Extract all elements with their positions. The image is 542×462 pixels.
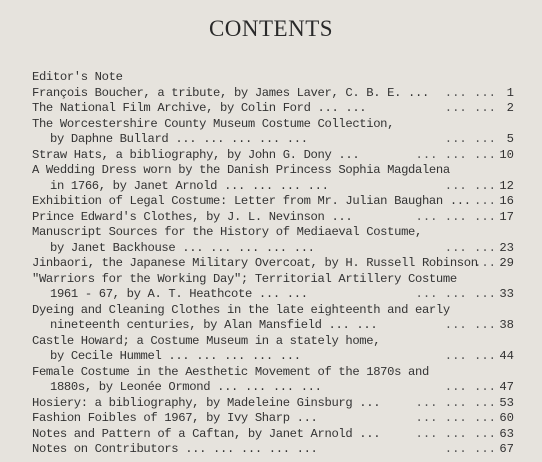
toc-entry-text: nineteenth centuries, by Alan Mansfield ... ... xyxy=(50,318,378,332)
toc-entry-text: Prince Edward's Clothes, by J. L. Nevinson ... xyxy=(32,209,353,224)
toc-line xyxy=(0,225,542,241)
toc-entry-text: Fashion Foibles of 1967, by Ivy Sharp ... xyxy=(32,411,318,425)
toc-line xyxy=(0,117,542,133)
toc-entry-text: by Daphne Bullard ... ... ... ... ... xyxy=(50,132,308,146)
toc-line xyxy=(0,380,542,396)
toc-line xyxy=(0,396,542,412)
toc-entry-text: 1961 - 67, by A. T. Heathcote ... ... xyxy=(50,287,308,301)
toc-entry-text: Exhibition of Legal Costume: Letter from Mr. Julian Baughan ... xyxy=(32,194,471,208)
toc-page-number: 1 xyxy=(506,85,514,100)
toc-line xyxy=(0,163,542,179)
toc-page-number: 17 xyxy=(499,209,514,224)
toc-leader-dots: ... ... ... xyxy=(415,395,496,410)
toc-line xyxy=(0,318,542,334)
toc-line xyxy=(0,287,542,303)
toc-line xyxy=(0,303,542,319)
toc-leader-dots: ... ... xyxy=(444,349,496,363)
toc-leader-dots: ... ... ... xyxy=(415,147,496,162)
table-of-contents xyxy=(0,70,542,458)
toc-line xyxy=(0,194,542,210)
toc-leader-dots: ... ... xyxy=(444,101,496,115)
toc-line xyxy=(0,132,542,148)
toc-line xyxy=(0,210,542,226)
toc-line xyxy=(0,241,542,257)
toc-page-number: 38 xyxy=(499,318,514,332)
toc-line xyxy=(0,101,542,117)
toc-line xyxy=(0,334,542,350)
toc-leader-dots: ... ... xyxy=(444,178,496,193)
toc-entry-text: "Warriors for the Working Day"; Territorial Artillery Costume xyxy=(32,271,457,286)
toc-line xyxy=(0,256,542,272)
toc-page-number: 33 xyxy=(499,287,514,301)
toc-leader-dots: ... ... xyxy=(444,442,496,456)
toc-line xyxy=(0,442,542,458)
toc-page-number: 67 xyxy=(499,442,514,456)
toc-leader-dots: ... ... ... xyxy=(415,209,496,224)
toc-page-number: 10 xyxy=(499,147,514,162)
toc-entry-text: by Cecile Hummel ... ... ... ... ... xyxy=(50,349,301,363)
toc-line xyxy=(0,179,542,195)
toc-entry-text: in 1766, by Janet Arnold ... ... ... ... xyxy=(50,178,329,193)
toc-page-number: 60 xyxy=(499,411,514,425)
toc-leader-dots: ... ... ... xyxy=(415,287,496,301)
toc-page-number: 5 xyxy=(506,132,514,146)
toc-line xyxy=(0,148,542,164)
toc-page-number: 44 xyxy=(499,349,514,363)
page-title: CONTENTS xyxy=(208,16,334,41)
toc-line xyxy=(0,349,542,365)
toc-line xyxy=(0,365,542,381)
toc-page-number: 16 xyxy=(499,194,514,208)
toc-entry-text: Notes and Pattern of a Caftan, by Janet Arnold ... xyxy=(32,426,381,441)
toc-entry-text: Dyeing and Cleaning Clothes in the late eighteenth and early xyxy=(32,302,450,317)
toc-leader-dots: ... ... xyxy=(444,132,496,146)
toc-leader-dots: ... ... xyxy=(444,240,496,255)
toc-entry-text: The Worcestershire County Museum Costume Collection, xyxy=(32,116,395,131)
toc-leader-dots: ... ... ... xyxy=(415,411,496,425)
toc-entry-text: Castle Howard; a Costume Museum in a stately home, xyxy=(32,333,381,348)
toc-page-number: 47 xyxy=(499,380,514,394)
toc-leader-dots: ... ... xyxy=(444,318,496,332)
toc-page-number: 2 xyxy=(506,101,514,115)
toc-page-number: 23 xyxy=(499,240,514,255)
toc-line xyxy=(0,272,542,288)
toc-line xyxy=(0,411,542,427)
toc-leader-dots: ... xyxy=(474,256,496,270)
toc-line xyxy=(0,86,542,102)
toc-leader-dots: ... ... xyxy=(444,85,496,100)
toc-line xyxy=(0,427,542,443)
toc-page-number: 63 xyxy=(499,426,514,441)
toc-page-number: 12 xyxy=(499,178,514,193)
toc-line xyxy=(0,70,542,86)
toc-entry-text: Jinbaori, the Japanese Military Overcoat, by H. Russell Robinson xyxy=(32,256,478,270)
toc-entry-text: The National Film Archive, by Colin Ford ... ... xyxy=(32,101,367,115)
toc-entry-text: Hosiery: a bibliography, by Madeleine Ginsburg ... xyxy=(32,395,381,410)
toc-leader-dots: ... ... ... xyxy=(415,426,496,441)
toc-entry-text: Notes on Contributors ... ... ... ... ... xyxy=(32,442,318,456)
toc-page-number: 53 xyxy=(499,395,514,410)
toc-entry-text: Manuscript Sources for the History of Mediaeval Costume, xyxy=(32,225,422,239)
toc-leader-dots: ... ... xyxy=(444,380,496,394)
toc-entry-text: by Janet Backhouse ... ... ... ... ... xyxy=(50,240,315,255)
toc-entry-text: Editor's Note xyxy=(32,70,123,84)
toc-entry-text: A Wedding Dress worn by the Danish Princess Sophia Magdalena xyxy=(32,163,450,177)
toc-leader-dots: ... xyxy=(474,194,496,208)
toc-entry-text: Straw Hats, a bibliography, by John G. Dony ... xyxy=(32,147,360,162)
toc-entry-text: Female Costume in the Aesthetic Movement of the 1870s and xyxy=(32,364,429,379)
toc-page-number: 29 xyxy=(499,256,514,270)
toc-entry-text: 1880s, by Leonée Ormond ... ... ... ... xyxy=(50,380,322,394)
toc-entry-text: François Boucher, a tribute, by James Laver, C. B. E. ... xyxy=(32,85,429,100)
